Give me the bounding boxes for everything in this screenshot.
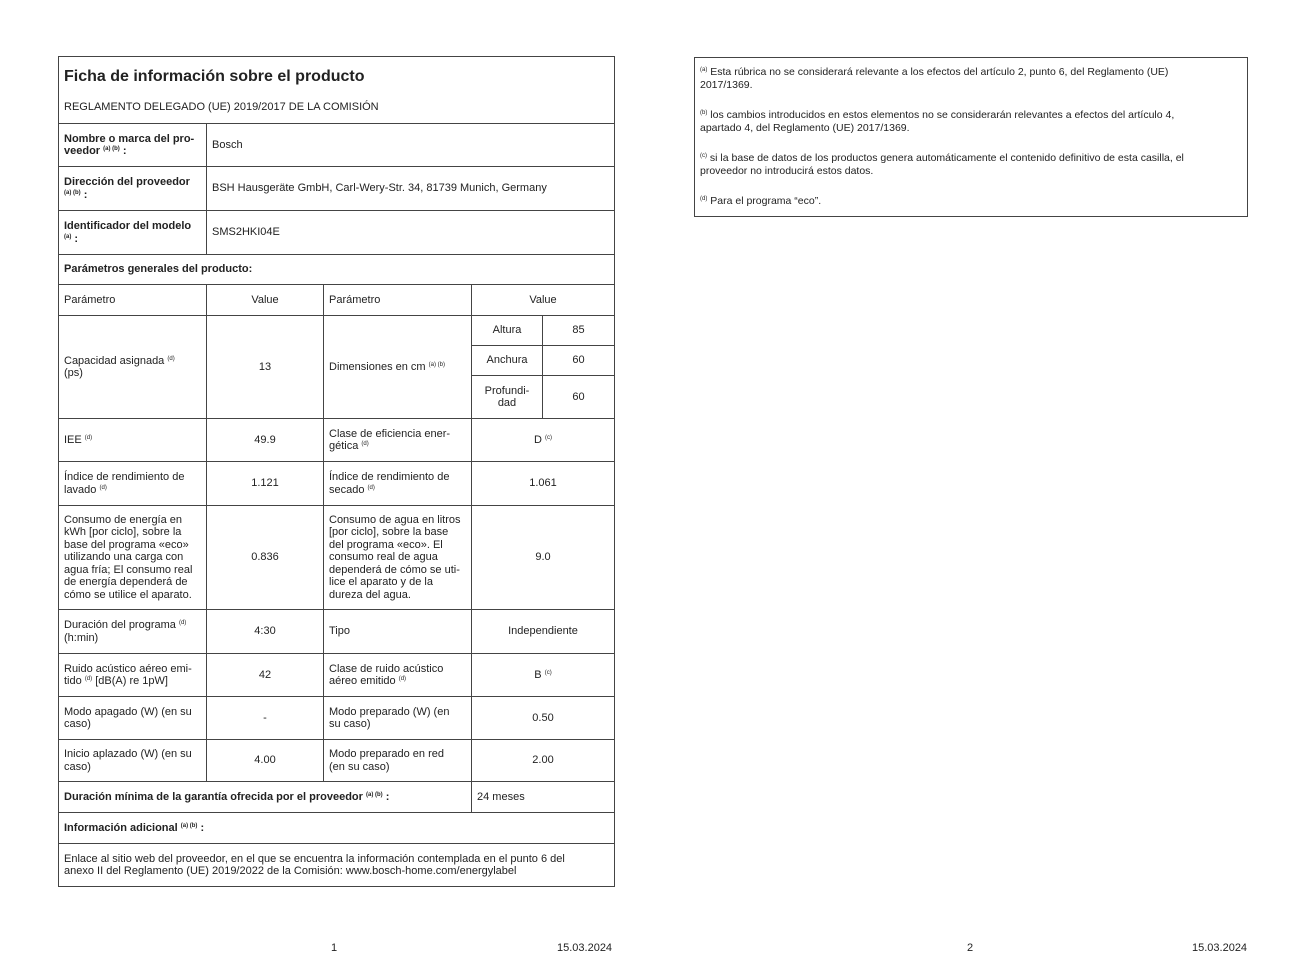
cleaning-index-value: 1.121 <box>207 462 324 506</box>
supplier-address-value: BSH Hausgeräte GmbH, Carl-Wery-Str. 34, 81739 Munich, Germany <box>207 167 615 211</box>
energy-class-value: D $^{(c)}$ <box>472 419 615 462</box>
energy-consumption-value: 0.836 <box>207 506 324 610</box>
dimension-height-value: 85 <box>543 316 615 346</box>
noise-emission-value: 42 <box>207 654 324 697</box>
product-information-sheet <box>58 56 615 887</box>
delay-start-value: 4.00 <box>207 740 324 782</box>
dimension-depth-label: Profundi- dad <box>472 376 543 419</box>
standby-mode-label: Modo preparado (W) (en su caso) <box>324 697 472 740</box>
footnote-d: $^{(d)}$ Para el programa “eco”. <box>700 195 822 207</box>
regulation-reference: REGLAMENTO DELEGADO (UE) 2019/2017 DE LA COMISIÓN <box>64 100 379 113</box>
footnotes-box <box>694 57 1248 217</box>
supplier-address-label: Dirección del proveedor $^{(a) (b)}$ : <box>59 167 207 211</box>
column-header-parameter: Parámetro <box>59 285 207 316</box>
energy-consumption-label: Consumo de energía en kWh [por ciclo], sobre la base del programa «eco» utilizando una carga con agua fría; El consumo real de energía dependerá de cómo se utilice el aparato. <box>59 506 207 610</box>
sheet-title: Ficha de información sobre el producto <box>64 67 365 85</box>
page-number-2: 2 <box>967 942 974 954</box>
sheet-header <box>59 57 615 124</box>
model-identifier-value: SMS2HKI04E <box>207 211 615 255</box>
column-header-parameter-2: Parámetro <box>324 285 472 316</box>
dimension-height-label: Altura <box>472 316 543 346</box>
dimension-depth-value: 60 <box>543 376 615 419</box>
drying-index-label: Índice de rendimiento de secado $^{(d)}$ <box>324 462 472 506</box>
rated-capacity-value: 13 <box>207 316 324 419</box>
dimension-width-value: 60 <box>543 346 615 376</box>
water-consumption-label: Consumo de agua en litros [por ciclo], sobre la base del programa «eco». El consumo real de agua dependerá de cómo se uti- lice el aparato y de la dureza del agua. <box>324 506 472 610</box>
eei-value: 49.9 <box>207 419 324 462</box>
noise-class-value: B $^{(c)}$ <box>472 654 615 697</box>
delay-start-label: Inicio aplazado (W) (en su caso) <box>59 740 207 782</box>
guarantee-label: Duración mínima de la garantía ofrecida por el proveedor $^{(a) (b)}$ : <box>59 782 472 813</box>
energy-class-label: Clase de eficiencia ener- gética $^{(d)}$ <box>324 419 472 462</box>
guarantee-value: 24 meses <box>472 782 615 813</box>
programme-duration-value: 4:30 <box>207 610 324 654</box>
dimensions-label: Dimensiones en cm $^{(a) (b)}$ <box>324 316 472 419</box>
noise-class-label: Clase de ruido acústico aéreo emitido $^{(d)}$ <box>324 654 472 697</box>
cleaning-index-label: Índice de rendimiento de lavado $^{(d)}$ <box>59 462 207 506</box>
footnote-b: $^{(b)}$ los cambios introducidos en estos elementos no se considerarán relevantes a efectos del artículo 4, apartado 4, del Reglamento (UE) 2017/1369. <box>700 109 1175 134</box>
additional-info-heading: Información adicional $^{(a) (b)}$ : <box>59 813 615 844</box>
dimension-width-label: Anchura <box>472 346 543 376</box>
type-label: Tipo <box>324 610 472 654</box>
page-date-1: 15.03.2024 <box>557 942 613 954</box>
drying-index-value: 1.061 <box>472 462 615 506</box>
general-parameters-heading: Parámetros generales del producto: <box>59 255 615 285</box>
page-number-1: 1 <box>331 942 338 954</box>
eei-label: IEE $^{(d)}$ <box>59 419 207 462</box>
supplier-name-label: Nombre o marca del pro- veedor $^{(a) (b)}$ : <box>59 124 207 167</box>
networked-standby-value: 2.00 <box>472 740 615 782</box>
type-value: Independiente <box>472 610 615 654</box>
off-mode-value: - <box>207 697 324 740</box>
supplier-weblink-text: Enlace al sitio web del proveedor, en el que se encuentra la información contemplada en el punto 6 del anexo II del Reglamento (UE) 2019/2022 de la Comisión: www.bosch-home.com/energylabel <box>59 844 615 887</box>
footnote-c: $^{(c)}$ si la base de datos de los productos genera automáticamente el contenido definitivo de esta casilla, el proveedor no introducirá estos datos. <box>700 152 1184 177</box>
water-consumption-value: 9.0 <box>472 506 615 610</box>
page-date-2: 15.03.2024 <box>1192 942 1248 954</box>
off-mode-label: Modo apagado (W) (en su caso) <box>59 697 207 740</box>
noise-emission-label: Ruido acústico aéreo emi- tido $^{(d)}$ [dB(A) re 1pW] <box>59 654 207 697</box>
model-identifier-label: Identificador del modelo $^{(a)}$ : <box>59 211 207 255</box>
column-header-value-2: Value <box>472 285 615 316</box>
rated-capacity-label: Capacidad asignada $^{(d)}$ (ps) <box>59 316 207 419</box>
column-header-value: Value <box>207 285 324 316</box>
networked-standby-label: Modo preparado en red (en su caso) <box>324 740 472 782</box>
standby-mode-value: 0.50 <box>472 697 615 740</box>
programme-duration-label: Duración del programa $^{(d)}$ (h:min) <box>59 610 207 654</box>
supplier-name-value: Bosch <box>207 124 615 167</box>
footnote-a: $^{(a)}$ Esta rúbrica no se considerará relevante a los efectos del artículo 2, punto 6, del Reglamento (UE) 2017/1369. <box>700 66 1169 91</box>
